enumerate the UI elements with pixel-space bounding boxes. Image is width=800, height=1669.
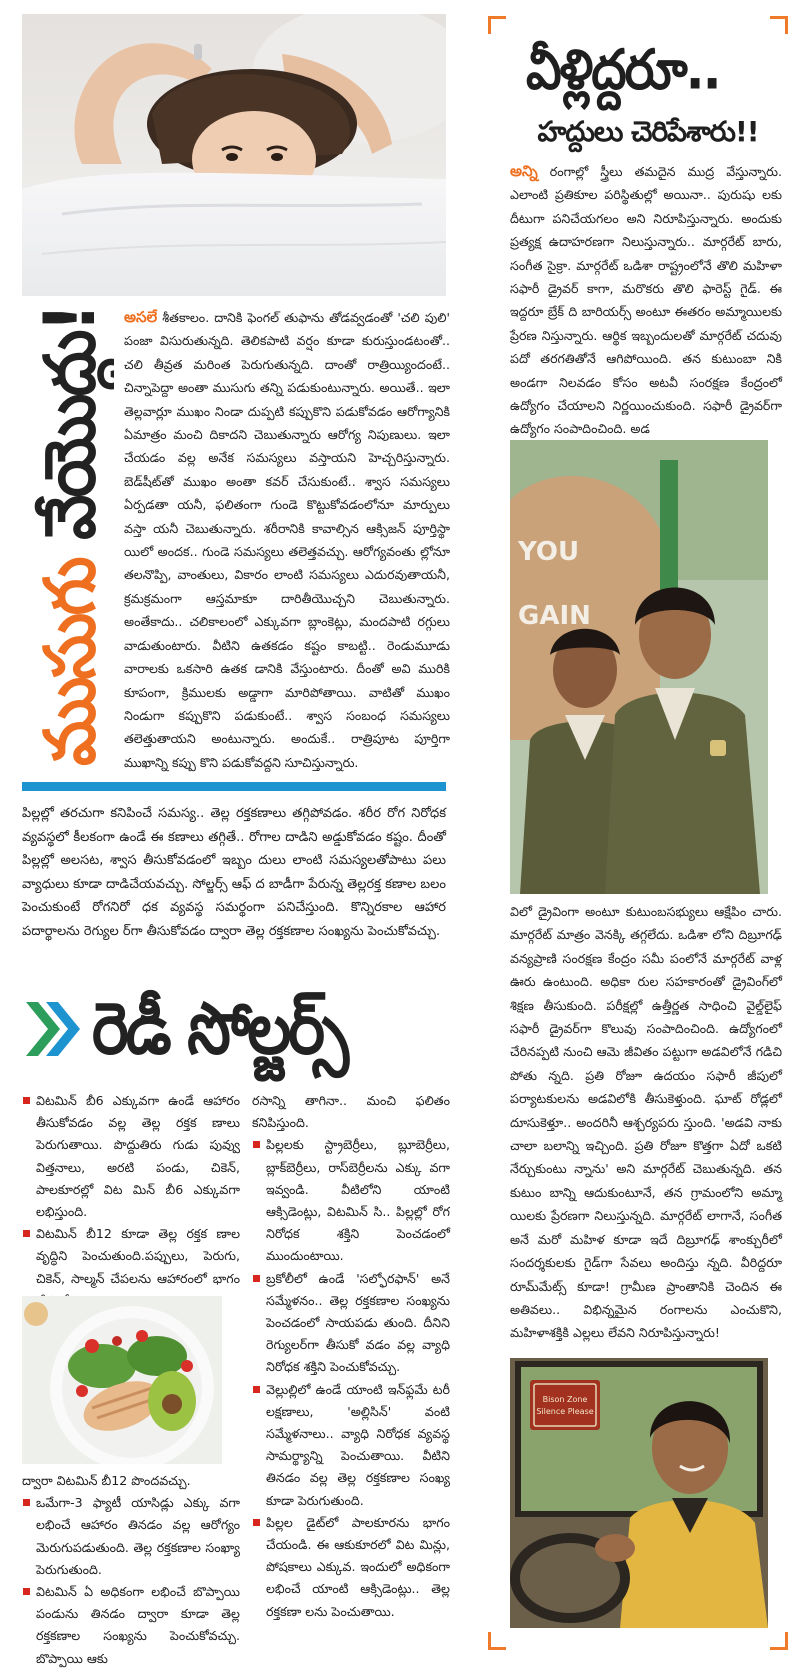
- frame-corner: [488, 16, 506, 34]
- list-item: విటమిన్ బీ6 ఎక్కువగా ఉండే ఆహారం తీసుకోవడం వల్ల తెల్ల రక్తక ణాలు పెరుగుతాయి. పొద్దుతిరు గుడు పువ్వు విత్తనాలు, అరటి పండు, చికెన్, పాలకూరల్లో విట మిన్ బీ6 ఎక్కువగా లభిస్తుంది.: [22, 1090, 240, 1223]
- frame-corner: [488, 1632, 506, 1650]
- photo-two-women: [510, 440, 768, 894]
- drop-cap: అన్ని: [510, 162, 538, 180]
- list-item: విటమిన్ బీ12 కూడా తెల్ల రక్తక ణాల వృద్ధిని పెంచుతుంది.పప్పులు, పెరుగు, చికెన్, సాల్మన్ చేపలను ఆహారంలో భాగం: [22, 1223, 240, 1312]
- article-women-body-continued: విలో డ్రైవింగా అంటూ కుటుంబసభ్యులు ఆక్షేపిం చారు. మార్గరేట్ మాత్రం వెనక్కి తగ్గలేదు. ఒడిశా లోని దిబ్రూగఢ్ వన్యప్రాణి సంరక్షణ కేంద్రం సమీ పంలోనే మార్గరేట్ వాళ్ల ఊరు ఉంటుంది. అధికా రుల సహకారంతో డ్రైవింగ్‌లో శిక్షణ తీసుకుంది. పరీక్షల్లో ఉత్తీర్ణత సాధించి వైల్డ్‌లైఫ్ సఫారీ డ్రైవర్‌గా కొలువు సంపాదించింది. ఉద్యోగంలో చేరినప్పటి నుంచి ఆమె జీవితం పట్టుగా అడవిలోనే గడిచి పోతు న్నది. ప్రతి రోజూ ఉదయం సఫారీ జీపులో పర్యాటకులను అడవిలోకి తీసుకెళ్తుంది. ఘాట్ రోడ్లలో దూసుకెళ్తూ.. అందరినీ ఆశ్చర్యపరు స్తుంది. 'అడవి నాకు చాలా బలాన్ని ఇచ్చింది. ప్రతి రోజూ కొత్తగా ఏదో ఒకటి నేర్చుకుంటు న్నాను' అని మార్గరేట్ చెబుతున్నది. తన కుటుం బాన్ని ఆదుకుంటూనే, తన గ్రామంలోని అమ్మా యిలకు ప్రేరణగా నిలుస్తున్నది. మార్గరేట్ లాగానే, సంగీత అనే మరో మహిళ కూడా ఇదే దిబ్రూగఢ్ శాంక్చురీలో సందర్శకులకు గైడ్‌గా సేవలు అందిస్తు న్నది. వీరిద్దరూ రూమ్‌మేట్స్ కూడా! గ్రామీణ ప్రాంతానికి చెందిన ఈ అతివలు.. విభిన్నమైన రంగాలను ఎంచుకొని, మహిళాశక్తికి ఎల్లలు లేవని నిరూపిస్తున్నారు!: [510, 904, 782, 1341]
- list-item: పిల్లల డైట్‌లో పాలకూరను భాగం చేయండి. ఈ ఆకుకూరలో విట మిన్లు, పోషకాలు ఎక్కువ. ఇందులో అధికంగా లభించే యాంటి ఆక్సిడెంట్లు.. తెల్ల రక్తకణా లను పెంచుతాయి.: [252, 1512, 450, 1623]
- tips-column-a-continued: [22, 1470, 240, 1669]
- photo-salad-plate: [22, 1296, 222, 1464]
- article-women-text-1: రంగాల్లో స్త్రీలు తమదైన ముద్ర వేస్తున్నారు. ఎలాంటి ప్రతికూల పరిస్థితుల్లో అయినా.. పురుషు లకు దీటుగా పనిచేయగలం అని నిరూపిస్తున్నారు. అందుకు ప్రత్యక్ష ఉదాహరణగా నిలుస్తున్నారు.. మార్గరేట్ బారు, సంగీత సైక్రా. మార్గరేట్ ఒడిశా రాష్ట్రంలోనే తొలి మహిళా సఫారీ డ్రైవర్ కాగా, మరొకరు తొలి ఫారెస్ట్ గైడ్. ఈ ఇద్దరూ బ్రేక్ ది బారియర్స్ అంటూ ఈతరం అమ్మాయిలకు ప్రేరణ నిస్తున్నారు. ఆర్థిక ఇబ్బందులతో మార్గరేట్ చదువు పదో తరగతితోనే ఆగిపోయింది. తన కుటుంబా నికి అండగా నిలవడం కోసం అటవీ సంరక్షణ కేంద్రంలో ఉద్యోగం చేయాలని నిర్ణయించుకుంది. సఫారీ డ్రైవర్‌గా ఉద్యోగం సంపాదించింది. అడ: [510, 164, 782, 437]
- article-women-body: [510, 160, 782, 441]
- headline-vertical: [22, 300, 114, 770]
- list-item: ఒమేగా-3 ఫ్యాటీ యాసిడ్లు ఎక్కు వగా లభించే ఆహారం తినడం వల్ల ఆరోగ్యం మెరుగుపడుతుంది. తెల్ల రక్తకణాల సంఖ్యా పెరుగుతుంది.: [22, 1492, 240, 1581]
- headline-vertical-part2: వేయొద్దు!: [29, 300, 111, 540]
- tips-column-a: [22, 1090, 240, 1312]
- headline-ready-soldiers: [22, 980, 446, 1078]
- photo-board-text: YOU GAIN: [518, 537, 591, 631]
- headline-ready-text: రెడీ సోల్జర్స్: [92, 986, 347, 1071]
- list-item: బ్రకోలీలో ఉండే 'సల్ఫోరఫాన్' అనే సమ్మేళనం.. తెల్ల రక్తకణాల సంఖ్యను పెంచడంలో సాయపడు తుంది. దీనిని రెగ్యులర్‌గా తీసుకో వడం వల్ల వ్యాధి నిరోధక శక్తిని పెంచుకోవచ్చు.: [252, 1268, 450, 1379]
- list-item-continuation: రసాన్ని తాగినా.. మంచి ఫలితం కనిపిస్తుంది.: [252, 1093, 450, 1131]
- list-item: పిల్లలకు స్ట్రాబెర్రీలు, బ్లూబెర్రీలు, బ్లాక్‌బెర్రీలు, రాస్‌బెర్రీలను ఎక్కు వగా ఇవ్వండి. వీటిలోని యాంటి ఆక్సిడెంట్లు, విటమిన్ సి.. పిల్లల్లో రోగ నిరోధక శక్తిని పెంచడంలో ముందుంటాయి.: [252, 1134, 450, 1267]
- photo-sign-text: Bison Zone Silence Please: [536, 1395, 594, 1416]
- headline-vertical-part1: ముసుగు: [29, 516, 111, 766]
- headline-right: వీళ్లిద్దరూ..: [526, 38, 720, 102]
- list-item-continuation: ద్వారా విటమిన్ బీ12 పొందవచ్చు.: [22, 1473, 191, 1488]
- tips-column-b: [252, 1090, 450, 1623]
- drop-cap: అసలే: [124, 308, 158, 326]
- photo-safari-driver: [510, 1358, 768, 1628]
- list-item: వెల్లుల్లిలో ఉండే యాంటి ఇన్‌ఫ్లమే టరీ లక్షణాలు, 'అల్లిసిన్' వంటి సమ్మేళనాలు.. వ్యాధి నిరోధక వ్యవస్థ సామర్థ్యాన్ని పెంచుతాయి. వీటిని తినడం వల్ల తెల్ల రక్తకణాల సంఖ్య కూడా పెరుగుతుంది.: [252, 1379, 450, 1512]
- article-sleep-text: శీతకాలం. దానికి ఫెంగల్ తుఫాను తోడవ్వడంతో 'చలి పులి' పంజా విసురుతున్నది. తెలికపాటి వర్షం కూడా కురుస్తుండటంతో.. చలి తీవ్రత మరింత పెరుగుతున్నది. దాంతో రాత్రియ్యిందంటే.. చిన్నాపెద్దా అంతా ముసుగు తన్ని పడుకుంటున్నారు. అయితే.. ఇలా తెల్లవార్లూ ముఖం నిండా దుప్పటి కప్పుకొని పడుకోవడం ఆరోగ్యానికి ఏమాత్రం మంచి దికాదని చెబుతున్నారు ఆరోగ్య నిపుణులు. ఇలా చేయడం వల్ల అనేక సమస్యలు వస్తాయని హెచ్చరిస్తున్నారు. బెడ్‌షీట్‌తో ముఖం అంతా కవర్ చేసుకుంటే.. శ్వాస సమస్యలు ఏర్పడతా యనీ, ఫలితంగా గుండె కొట్టుకోవడంలోనూ మార్పులు వస్తా యనీ చెబుతున్నారు. శరీరానికి కావాల్సిన ఆక్సిజన్ పూర్తిస్థా యిలో అందక.. గుండె సమస్యలు తలెత్తవచ్చు. ఆరోగ్యవంతు ల్లోనూ తలనొప్పి, వాంతులు, వికారం లాంటి సమస్యలు ఎదురవుతాయనీ, క్రమక్రమంగా ఆస్తమాకూ దారితీయొచ్చని చెబుతున్నారు. అంతేకాదు.. చలికాలంలో ఎక్కువగా బ్లాంకెట్లు, మందపాటి రగ్గులు వాడుతుంటారు. వీటిని ఉతకడం కష్టం కాబట్టి.. రెండుమూడు వారాలకు ఒకసారి ఉతక డానికి వేస్తుంటారు. దీంతో అవి మురికి కూపంగా, క్రిములకు అడ్డాగా మారిపోతాయి. వాటితో ముఖం నిండుగా కప్పుకొని పడుకుంటే.. శ్వాస సంబంధ సమస్యలు తలెత్తుతాయని అంటున్నారు. అందుకే.. రాత్రిపూట పూర్తిగా ముఖాన్ని కప్పు కొని పడుకోవద్దని సూచిస్తున్నారు.: [124, 310, 450, 770]
- chevron-icon: [22, 994, 84, 1064]
- list-item: విటమిన్ ఏ అధికంగా లభించే బొప్పాయి పండును తినడం ద్వారా కూడా తెల్ల రక్తకణాల సంఖ్యను పెంచుకోవచ్చు. బొప్పాయి ఆకు: [22, 1581, 240, 1669]
- article-sleep-body: [124, 306, 450, 774]
- article-soldiers-intro: పిల్లల్లో తరచుగా కనిపించే సమస్య.. తెల్ల రక్తకణాలు తగ్గిపోవడం. శరీర రోగ నిరోధక వ్యవస్థలో కీలకంగా ఉండే ఈ కణాలు తగ్గితే.. రోగాల దాడిని అడ్డుకోవడం కష్టం. దీంతో పిల్లల్లో అలసట, శ్వాస తీసుకోవడంలో ఇబ్బం దులు లాంటి సమస్యలతోపాటు పలు వ్యాధులు కూడా దాడిచేయవచ్చు. సోల్జర్స్ ఆఫ్ ద బాడీగా పేరున్న తెల్లరక్త కణాల బలం పెంచుకుంటే రోగనిరో ధక వ్యవస్థ సమర్థంగా పనిచేస్తుంది. కొన్నిరకాల ఆహార పదార్థాలను రెగ్యుల ర్‌గా తీసుకోవడం ద్వారా తెల్ల రక్తకణాల సంఖ్యను పెంచుకోవచ్చు.: [22, 806, 446, 939]
- section-divider: [22, 782, 446, 791]
- frame-corner: [770, 1632, 788, 1650]
- subhead-right: హద్దులు చెరిపేశారు!!: [537, 115, 759, 148]
- svg-text:ముసుగు వేయొద్దు!: [29, 300, 114, 766]
- photo-woman-in-bed: [22, 14, 446, 296]
